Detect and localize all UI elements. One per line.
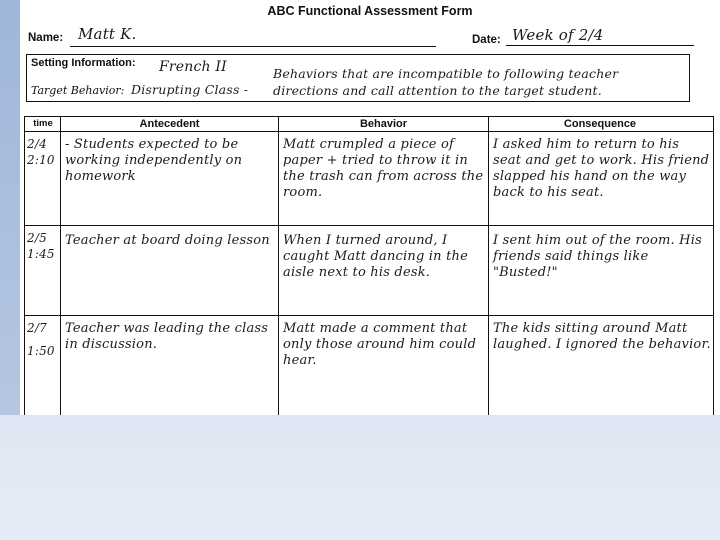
- row-3-antecedent: Teacher was leading the class in discussion.: [65, 321, 269, 352]
- row-1-time: 2:10: [27, 153, 55, 167]
- row-1-antecedent: - Students expected to be working independently on homework: [65, 137, 243, 184]
- row-3-time: 1:50: [27, 344, 55, 358]
- row-2-time: 1:45: [27, 247, 55, 261]
- row-1-consequence: I asked him to return to his seat and get to work. His friend slapped his hand on the way back to his seat.: [493, 137, 710, 200]
- header-row-divider: [25, 131, 713, 132]
- row-1-behavior: Matt crumpled a piece of paper + tried to throw it in the trash can from across the room.: [283, 137, 484, 200]
- row-3-consequence: The kids sitting around Matt laughed. I ignored the behavior.: [493, 321, 711, 352]
- date-label: Date:: [472, 34, 501, 46]
- abc-table: [24, 116, 714, 415]
- row-1-date: 2/4: [27, 137, 47, 151]
- column-divider-antecedent: [278, 117, 279, 415]
- name-value: Matt K.: [78, 25, 137, 43]
- assessment-form-sheet: [20, 0, 720, 415]
- setting-label: Setting Information:: [31, 57, 136, 69]
- date-value: Week of 2/4: [512, 26, 604, 44]
- header-behavior: Behavior: [359, 118, 408, 130]
- setting-information-box: [26, 54, 690, 102]
- row-2-date: 2/5: [27, 231, 47, 245]
- target-behavior-value: Disrupting Class -: [131, 82, 249, 97]
- header-time: time: [33, 118, 53, 129]
- name-underline: [70, 46, 436, 47]
- setting-value: French II: [159, 59, 227, 75]
- behaviors-note: Behaviors that are incompatible to following teacher directions and call attention to the target student.: [273, 66, 619, 98]
- column-divider-behavior: [488, 117, 489, 415]
- header-consequence: Consequence: [563, 118, 637, 130]
- row-divider-2: [25, 315, 713, 316]
- row-3-behavior: Matt made a comment that only those around him could hear.: [283, 321, 477, 368]
- row-2-consequence: I sent him out of the room. His friends said things like "Busted!": [493, 233, 702, 280]
- date-underline: [506, 45, 694, 46]
- name-label: Name:: [28, 32, 64, 44]
- row-divider-1: [25, 225, 713, 226]
- left-accent-strip: [0, 0, 20, 415]
- row-2-antecedent: Teacher at board doing lesson: [65, 233, 270, 248]
- row-2-behavior: When I turned around, I caught Matt dancing in the aisle next to his desk.: [283, 233, 468, 280]
- column-divider-time: [60, 117, 61, 415]
- row-3-date: 2/7: [27, 321, 47, 335]
- header-antecedent: Antecedent: [139, 118, 200, 130]
- form-title: ABC Functional Assessment Form: [267, 4, 473, 18]
- target-behavior-label: Target Behavior:: [31, 84, 125, 97]
